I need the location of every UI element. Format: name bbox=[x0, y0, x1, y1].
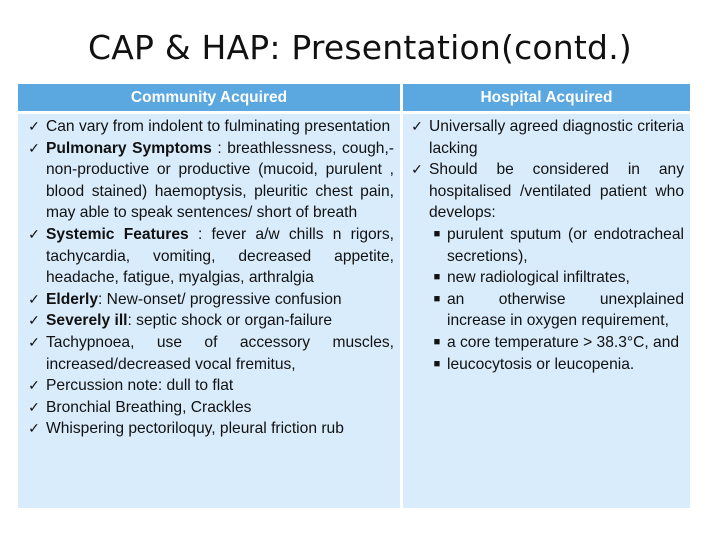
item-text: : septic shock or organ-failure bbox=[127, 312, 333, 330]
list-item bbox=[26, 332, 394, 375]
community-acquired-list bbox=[26, 116, 394, 440]
sub-list-item bbox=[409, 224, 684, 267]
sub-list-item bbox=[409, 289, 684, 332]
slide-title: CAP & HAP: Presentation(contd.) bbox=[88, 28, 632, 67]
checkmark-icon: ✓ bbox=[28, 139, 40, 156]
checkmark-icon: ✓ bbox=[28, 377, 40, 394]
item-text: Tachypnoea, use of accessory muscles, increased/decreased vocal fremitus, bbox=[46, 333, 394, 373]
checkmark-icon: ✓ bbox=[28, 420, 40, 437]
list-item bbox=[409, 116, 684, 159]
square-bullet-icon: ■ bbox=[433, 227, 441, 240]
hospital-acquired-list bbox=[409, 116, 684, 375]
item-text: Percussion note: dull to flat bbox=[46, 377, 234, 395]
square-bullet-icon: ■ bbox=[433, 271, 441, 284]
list-item bbox=[26, 418, 394, 440]
square-bullet-icon: ■ bbox=[433, 357, 441, 370]
community-acquired-cell bbox=[18, 114, 400, 508]
item-bold-label: Elderly bbox=[46, 290, 99, 308]
list-item bbox=[26, 397, 394, 419]
square-bullet-icon: ■ bbox=[433, 335, 441, 348]
list-item bbox=[26, 289, 394, 311]
item-bold-label: Severely ill bbox=[46, 312, 128, 330]
sub-item-text: new radiological infiltrates, bbox=[447, 269, 630, 287]
checkmark-icon: ✓ bbox=[411, 161, 423, 178]
sub-list-item bbox=[409, 354, 684, 376]
sub-item-text: an otherwise unexplained increase in oxygen requirement, bbox=[447, 290, 684, 330]
sub-item-text: a core temperature > 38.3°C, and bbox=[447, 333, 680, 351]
sub-list-item bbox=[409, 332, 684, 354]
checkmark-icon: ✓ bbox=[28, 225, 40, 242]
item-text: : New-onset/ progressive confusion bbox=[98, 290, 342, 308]
sub-list-item bbox=[409, 267, 684, 289]
square-bullet-icon: ■ bbox=[433, 292, 441, 305]
checkmark-icon: ✓ bbox=[411, 118, 423, 134]
header-hospital-acquired: Hospital Acquired bbox=[403, 84, 690, 111]
item-text: Universally agreed diagnostic criteria lacking bbox=[429, 118, 684, 157]
item-text: Should be considered in any hospitalised /ventilated patient who develops: bbox=[429, 161, 684, 222]
header-community-acquired: Community Acquired bbox=[18, 84, 400, 111]
item-text: Bronchial Breathing, Crackles bbox=[46, 398, 252, 416]
item-text: : breathlessness, cough,-non-productive or productive (mucoid, purulent , blood stained) haemoptysis, pleuritic chest pain, may able to speak sentences/ short of breath bbox=[46, 139, 395, 222]
list-item bbox=[26, 138, 394, 224]
checkmark-icon: ✓ bbox=[28, 333, 40, 350]
list-item bbox=[409, 159, 684, 224]
checkmark-icon: ✓ bbox=[28, 398, 40, 415]
item-bold-label: Pulmonary Symptoms bbox=[46, 139, 212, 157]
item-text: : fever a/w chills n rigors, tachycardia, vomiting, decreased appetite, headache, fatigue, myalgias, arthralgia bbox=[46, 225, 394, 287]
checkmark-icon: ✓ bbox=[28, 118, 40, 134]
list-item bbox=[26, 224, 394, 289]
list-item bbox=[26, 375, 394, 397]
checkmark-icon: ✓ bbox=[28, 312, 40, 329]
item-text: Whispering pectoriloquy, pleural friction rub bbox=[46, 420, 344, 438]
list-item bbox=[26, 116, 394, 138]
sub-item-text: purulent sputum (or endotracheal secretions), bbox=[447, 225, 684, 265]
item-text: Can vary from indolent to fulminating presentation bbox=[46, 118, 391, 135]
comparison-table bbox=[18, 84, 690, 508]
checkmark-icon: ✓ bbox=[28, 290, 40, 307]
hospital-acquired-cell bbox=[403, 114, 690, 508]
item-bold-label: Systemic Features bbox=[46, 225, 189, 243]
list-item bbox=[26, 310, 394, 332]
sub-item-text: leucocytosis or leucopenia. bbox=[447, 355, 635, 373]
